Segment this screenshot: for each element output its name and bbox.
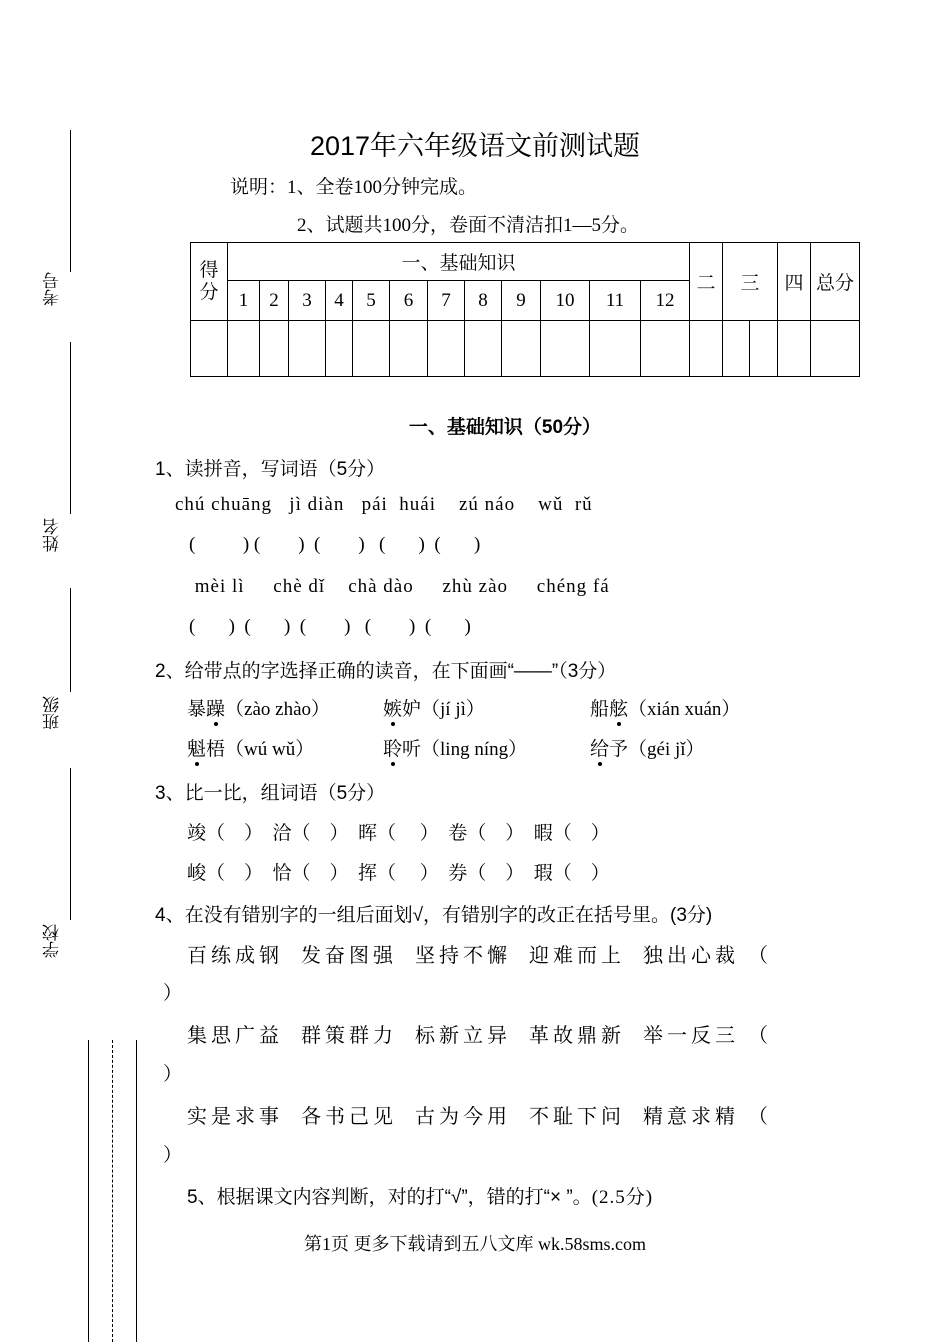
dotted-char: 聆 [383,734,402,761]
pronunciation-item: 给予（géi jǐ） [590,734,705,761]
pinyin-options[interactable]: （zào zhào） [225,699,331,720]
question-3-prompt: 3、比一比，组词语（5分） [155,783,386,804]
idiom-row[interactable]: 实是求事 各书己见 古为今用 不耻下问 精意求精 （ [187,1106,772,1128]
school-label: 学校 [43,924,62,958]
question-5-score: (2.5分) [591,1187,654,1208]
dotted-char: 给 [590,734,609,761]
score-cell[interactable] [191,321,228,377]
part1-header: 一、基础知识 [228,243,690,281]
score-cell[interactable] [228,321,260,377]
answer-blanks[interactable]: ( ) ( ) ( ) ( ) ( ) [189,616,471,637]
dotted-char: 魁 [187,734,206,761]
score-cell[interactable] [353,321,390,377]
question-number: 10 [541,281,590,321]
score-cell[interactable] [428,321,465,377]
compare-row[interactable]: 竣（ ） 洽（ ） 晖（ ） 卷（ ） 暇（ ） [187,823,610,844]
answer-blanks[interactable]: ( ) ( ) ( ) ( ) ( ) [189,534,481,555]
pinyin-row: chú chuāng jì diàn pái huái zú náo wǔ rǔ [175,494,593,515]
cut-line [136,1040,137,1342]
pronunciation-item: 暴躁（zào zhào） [187,694,330,721]
score-cell[interactable] [690,321,723,377]
part3-header: 三 [723,243,778,321]
question-number: 5 [353,281,390,321]
instruction-1: 说明：1、全卷100分钟完成。 [230,177,478,198]
closing-bracket: ） [163,1064,183,1085]
pinyin-options[interactable]: （xián xuán） [628,699,741,720]
binding-line [70,588,71,692]
question-number: 12 [641,281,690,321]
pinyin-options[interactable]: （wú wǔ） [225,739,315,760]
total-header: 总分 [811,243,860,321]
score-cell[interactable] [811,321,860,377]
pinyin-row: mèi lì chè dǐ chà dào zhù zào chéng fá [189,576,610,597]
question-5 [187,1182,653,1209]
part2-header: 二 [690,243,723,321]
question-number: 8 [465,281,502,321]
score-cell[interactable] [289,321,326,377]
dotted-char: 嫉 [383,694,402,721]
score-cell[interactable] [465,321,502,377]
dotted-char: 舷 [609,694,628,721]
question-number: 4 [326,281,353,321]
section-heading: 一、基础知识（50分） [408,417,602,438]
instruction-2: 2、试题共100分，卷面不清洁扣1—5分。 [297,215,640,236]
question-number: 3 [289,281,326,321]
score-cell[interactable] [326,321,353,377]
question-number: 11 [590,281,641,321]
question-number: 2 [260,281,289,321]
part4-header: 四 [778,243,811,321]
dotted-char: 躁 [206,694,225,721]
pinyin-options[interactable]: （géi jǐ） [628,739,705,760]
cut-line [88,1040,89,1342]
score-cell[interactable] [590,321,641,377]
binding-line [70,768,71,920]
idiom-row[interactable]: 百练成钢 发奋图强 坚持不懈 迎难而上 独出心裁 （ [187,945,772,967]
question-number: 9 [502,281,541,321]
closing-bracket: ） [163,1145,183,1166]
question-4-prompt: 4、在没有错别字的一组后面划√，有错别字的改正在括号里。(3分) [155,905,713,926]
closing-bracket: ） [163,983,183,1004]
page-title: 2017年六年级语文前测试题 [309,131,641,161]
exam-number-label: 考号 [43,272,62,306]
pinyin-options[interactable]: （ling níng） [421,739,528,760]
compare-row[interactable]: 峻（ ） 恰（ ） 挥（ ） 券（ ） 瑕（ ） [187,863,610,884]
question-5-prompt: 5、根据课文内容判断，对的打“√”，错的打“× ”。 [187,1187,592,1208]
score-cell[interactable] [750,321,778,377]
pronunciation-item: 聆听（ling níng） [383,734,527,761]
score-cell[interactable] [778,321,811,377]
score-cell[interactable] [260,321,289,377]
pronunciation-item: 船舷（xián xuán） [590,694,740,721]
pronunciation-item: 嫉妒（jí jì） [383,694,485,721]
name-label: 姓名 [43,518,62,552]
question-1-prompt: 1、读拼音，写词语（5分） [155,459,386,480]
score-cell[interactable] [390,321,428,377]
idiom-row[interactable]: 集思广益 群策群力 标新立异 革故鼎新 举一反三 （ [187,1025,772,1047]
score-table [190,242,860,377]
score-cell[interactable] [723,321,750,377]
score-cell[interactable] [641,321,690,377]
question-number: 1 [228,281,260,321]
question-2-prompt: 2、给带点的字选择正确的读音，在下面画“——”（3分） [155,661,617,682]
pronunciation-item: 魁梧（wú wǔ） [187,734,314,761]
score-cell[interactable] [541,321,590,377]
pinyin-options[interactable]: （jí jì） [421,699,485,720]
question-number: 6 [390,281,428,321]
page-footer: 第1页 更多下载请到五八文库 wk.58sms.com [304,1234,646,1254]
score-label: 得分 [191,243,228,321]
question-number: 7 [428,281,465,321]
cut-line-dashed [112,1040,113,1342]
class-label: 班级 [43,696,62,730]
score-cell[interactable] [502,321,541,377]
